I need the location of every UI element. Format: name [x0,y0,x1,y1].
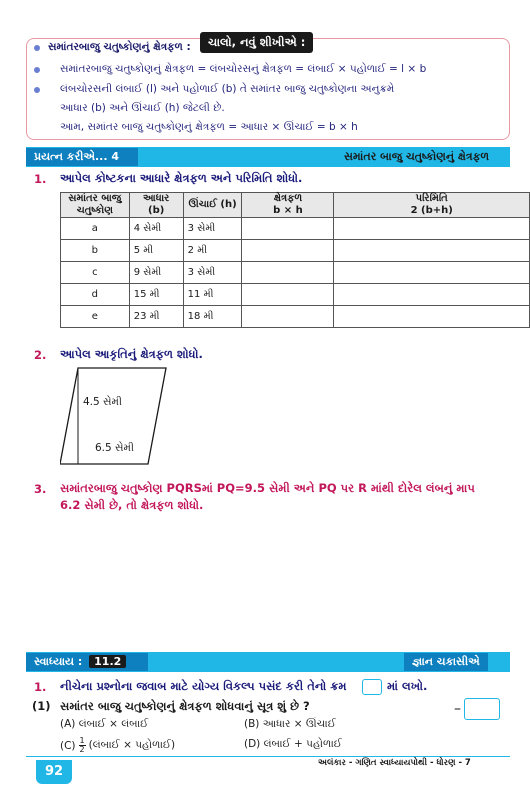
col-header-area: ક્ષેત્રફળ b × h [242,193,334,218]
option-c[interactable]: (C) 1 2 (લંબાઈ × પહોળાઈ) [60,736,176,754]
col-header-perimeter: પરિમિતિ 2 (b+h) [334,193,530,218]
q2-text: આપેલ આકૃતિનું ક્ષેત્રફળ શોધો. [60,347,203,361]
perimeter-answer-cell[interactable] [334,218,530,240]
area-answer-cell[interactable] [242,240,334,262]
bullet-icon [34,87,40,93]
learn-tag: ચાલો, નવું શીખીએ : [200,32,313,53]
footer-rule [26,756,510,757]
col-header-height: ઊંચાઈ (h) [183,193,242,218]
area-answer-cell[interactable] [242,218,334,240]
perimeter-answer-cell[interactable] [334,240,530,262]
perimeter-answer-cell[interactable] [334,262,530,284]
q1-text: આપેલ કોષ્ટકના આધારે ક્ષેત્રફળ અને પરિમિતિ શોધો. [60,171,303,185]
learn-heading: સમાંતરબાજુ ચતુષ્કોણનું ક્ષેત્રફળ : [48,41,191,53]
area-answer-cell[interactable] [242,284,334,306]
mcq-instruction-a: નીચેના પ્રશ્નોના જવાબ માટે યોગ્ય વિકલ્પ પસંદ કરી તેનો ક્રમ [60,679,347,693]
data-table [60,192,530,328]
perimeter-answer-cell[interactable] [334,306,530,328]
height-label: 4.5 સેમી [83,396,122,408]
table-row: a 4 સેમી 3 સેમી [61,218,530,240]
area-answer-cell[interactable] [242,262,334,284]
footer-text: અલંકાર - ગણિત સ્વાધ્યાયપોથી - ધોરણ - 7 [318,758,471,768]
exercise-tab: સ્વાધ્યાય : 11.2 [26,653,148,671]
option-a[interactable]: (A) લંબાઈ × લંબાઈ [60,718,149,730]
page-number: 92 [36,760,72,784]
bullet-icon [34,45,40,51]
sub-q-number: (1) [32,699,51,713]
learn-line-1: સમાંતરબાજુ ચતુષ્કોણનું ક્ષેત્રફળ = લંબચોરસનું ક્ષેત્રફળ = લંબાઈ × પહોળાઈ = l × b [60,63,427,75]
option-d[interactable]: (D) લંબાઈ + પહોળાઈ [244,738,342,750]
practice-title: સમાંતર બાજુ ચતુષ્કોણનું ક્ષેત્રફળ [344,150,490,163]
learn-line-4: આમ, સમાંતર બાજુ ચતુષ્કોણનું ક્ષેત્રફળ = આધાર × ઊંચાઈ = b × h [60,121,358,133]
q1-number: 1. [34,172,47,186]
mcq-instruction-b: માં લખો. [387,679,428,693]
exercise-number: 11.2 [89,655,126,668]
sub-q-text: સમાંતર બાજુ ચતુષ્કોણનું ક્ષેત્રફળ શોધવાનું સૂત્ર શું છે ? [60,699,310,713]
answer-dash: – [454,701,461,717]
perimeter-answer-cell[interactable] [334,284,530,306]
fraction: 1 2 [79,736,85,754]
learn-line-2: લંબચોરસની લંબાઈ (l) અને પહોળાઈ (b) તે સમાંતર બાજુ ચતુષ્કોણના અનુક્રમે [60,83,395,95]
answer-box[interactable] [464,698,500,720]
base-label: 6.5 સેમી [95,442,134,454]
table-row: c 9 સેમી 3 સેમી [61,262,530,284]
table-row: d 15 મી 11 મી [61,284,530,306]
q3-line-2: 6.2 સેમી છે, તો ક્ષેત્રફળ શોધો. [60,498,204,512]
mcq-number: 1. [34,680,47,694]
col-header-shape: સમાંતર બાજુ ચતુષ્કોણ [61,193,130,218]
bullet-icon [34,67,40,73]
q3-line-1: સમાંતરબાજુ ચતુષ્કોણ PQRSમાં PQ=9.5 સેમી અને PQ પર R માંથી દોરેલ લંબનું માપ [60,481,475,495]
area-answer-cell[interactable] [242,306,334,328]
table-row: e 23 મી 18 મી [61,306,530,328]
table-row: b 5 મી 2 મી [61,240,530,262]
learn-line-3: આધાર (b) અને ઊંચાઈ (h) જેટલી છે. [60,102,225,114]
col-header-base: આધાર (b) [129,193,183,218]
practice-tab: પ્રયત્ન કરીએ... 4 [26,148,138,166]
q3-number: 3. [34,482,47,496]
knowledge-check-tab: જ્ઞાન ચકાસીએ [404,653,488,671]
inline-answer-box [362,679,382,695]
q2-number: 2. [34,348,47,362]
option-b[interactable]: (B) આધાર × ઊંચાઈ [244,718,336,730]
